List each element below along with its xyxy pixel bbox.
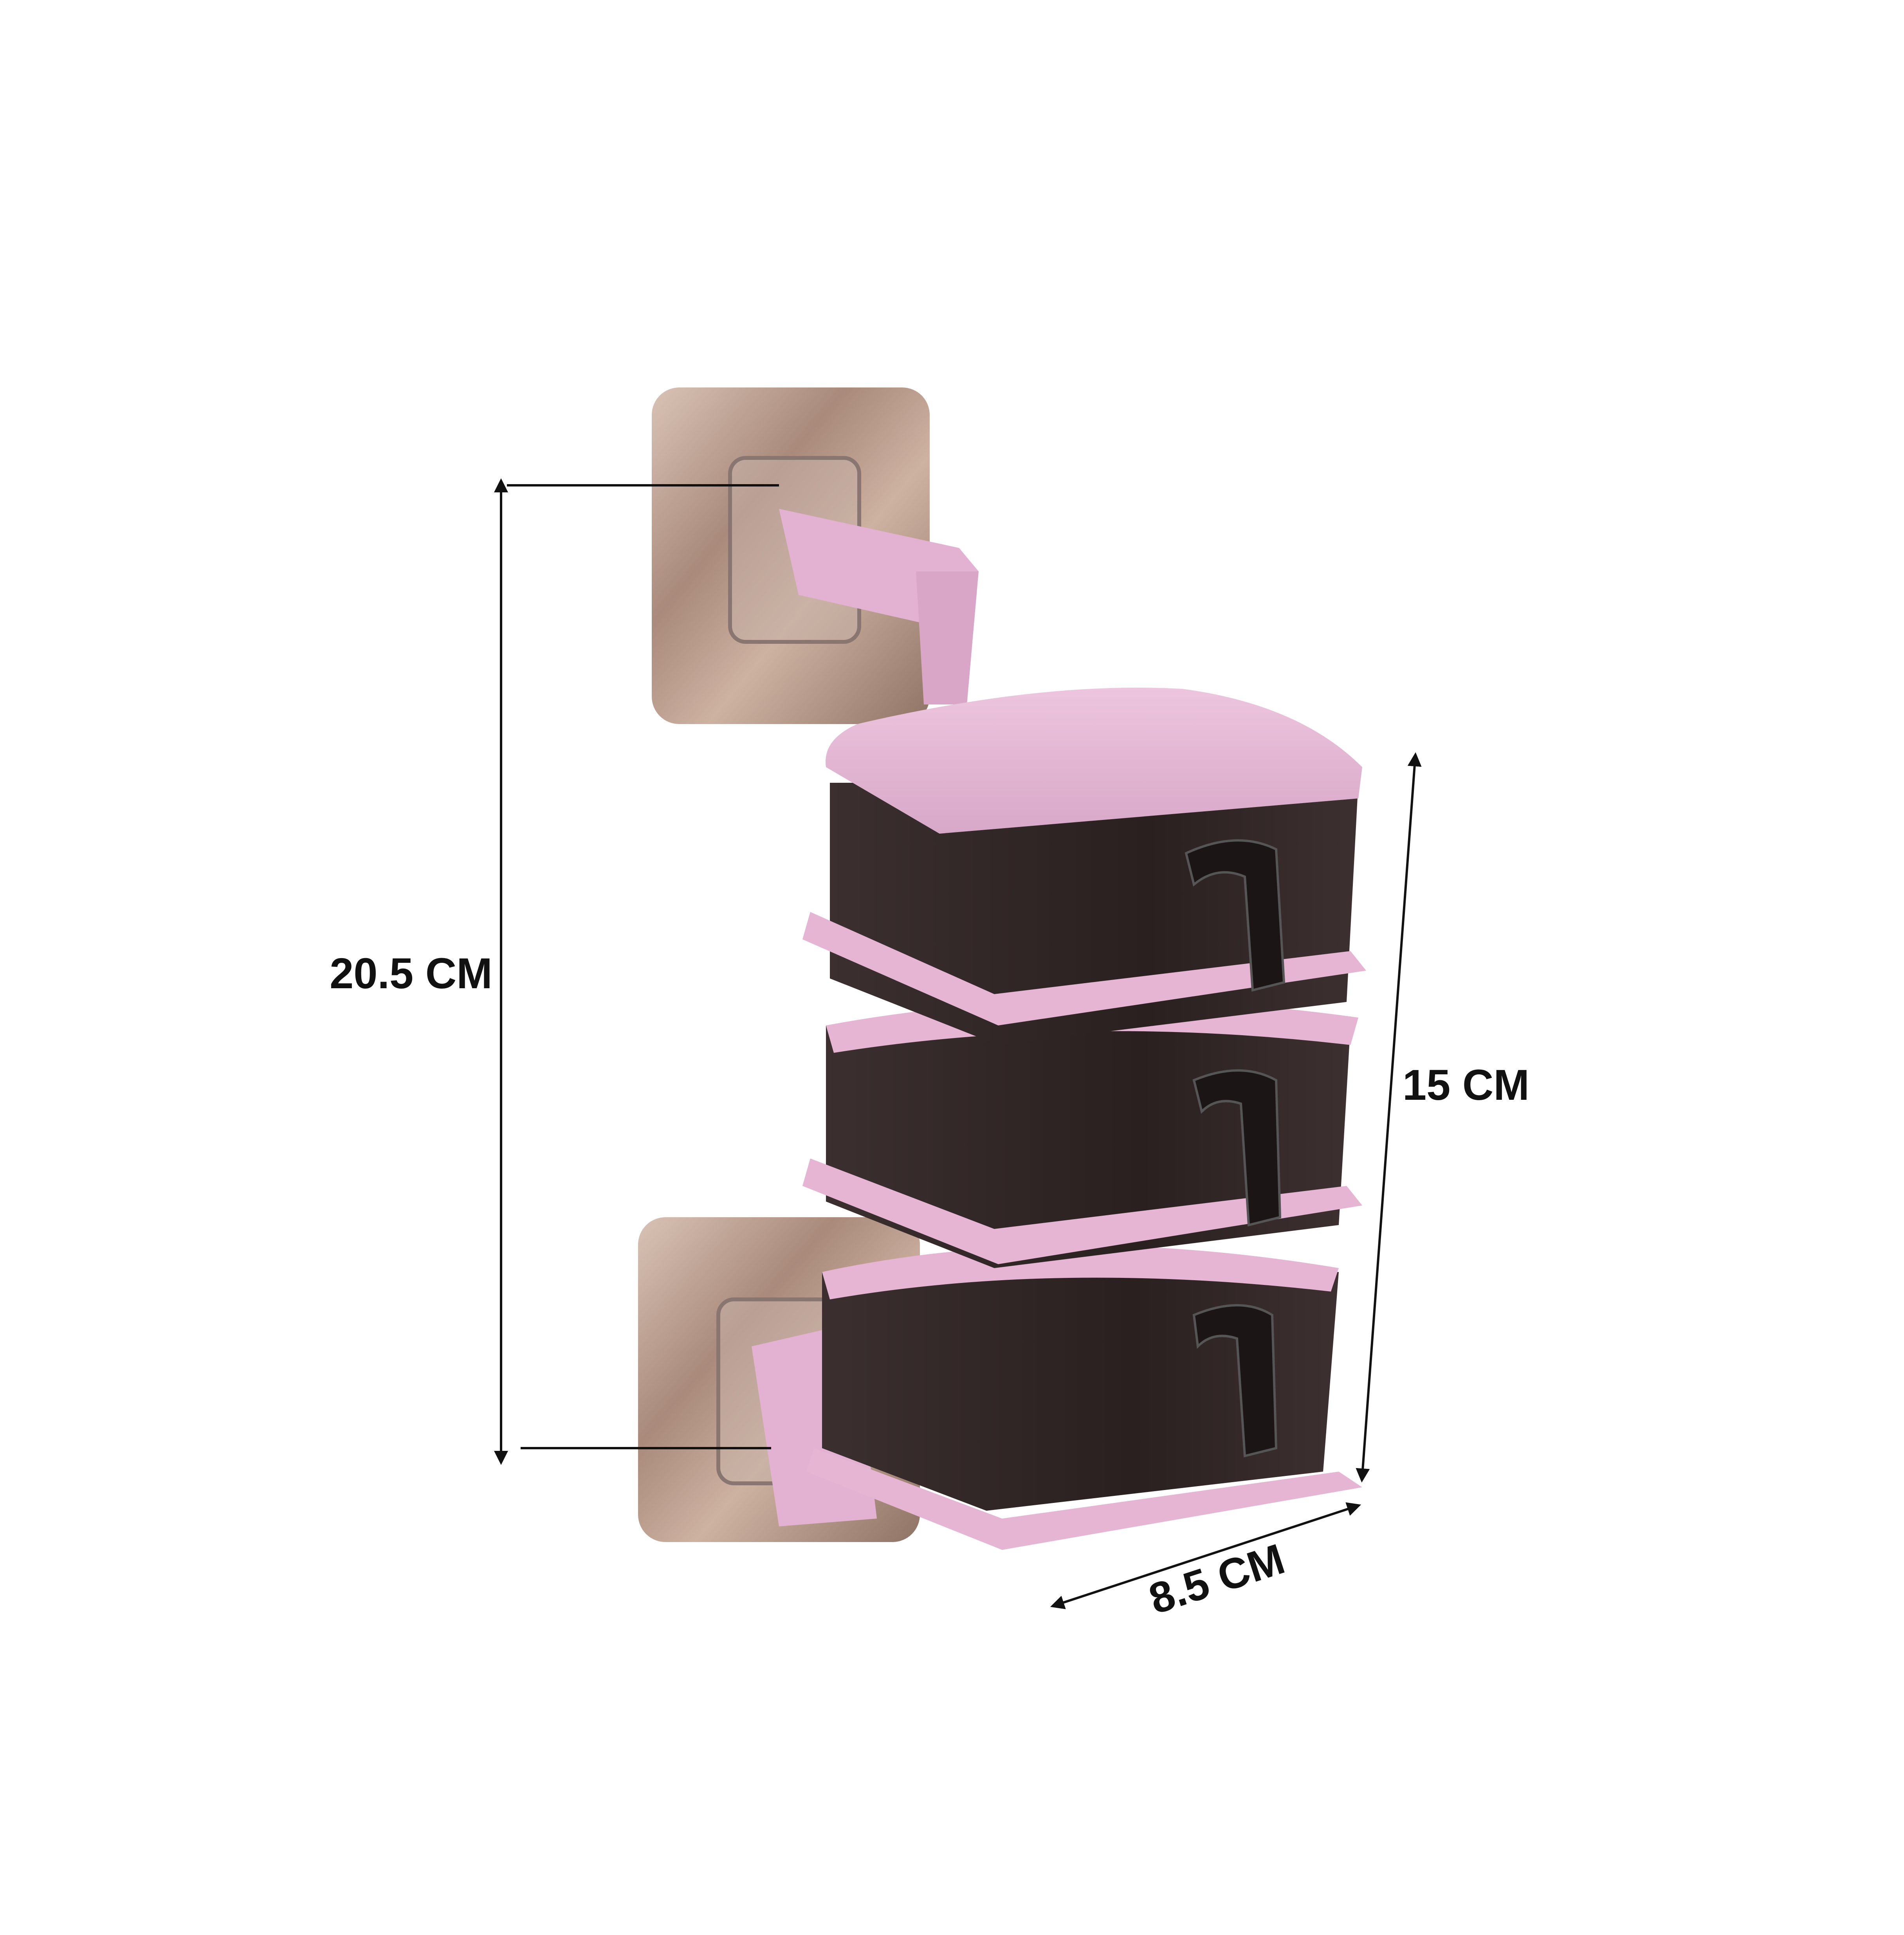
total-height-label: 20.5 CM [330,949,492,998]
width-label: 8.5 CM [1143,1535,1291,1623]
drawer-tier-bottom [806,1245,1362,1550]
body-height-dimension [1362,759,1529,1476]
drawer-tier-top [802,783,1366,1045]
body-height-label: 15 CM [1403,1061,1529,1109]
